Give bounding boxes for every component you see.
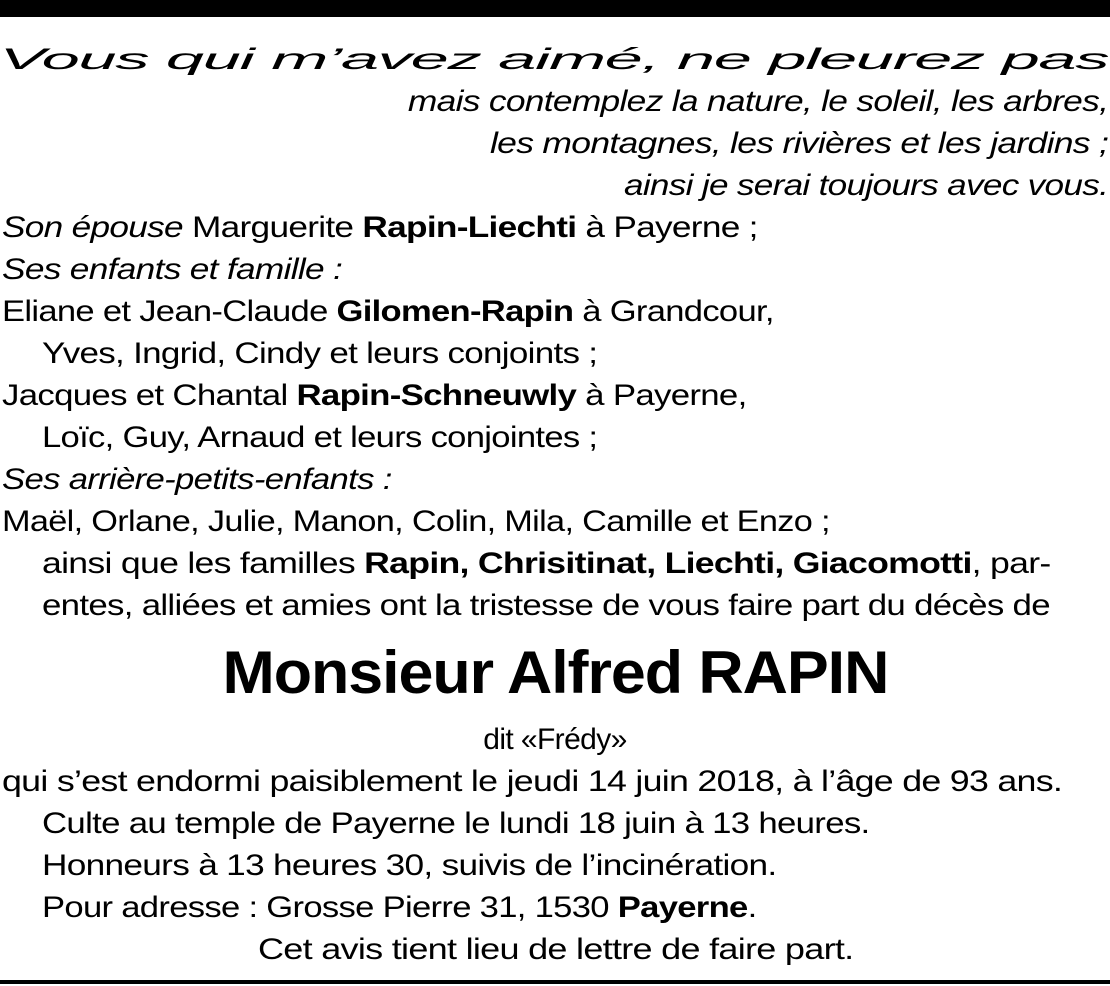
families-line-2: entes, alliées et amies ont la tristesse de vous faire part du décès de [42,589,1050,622]
address-suffix: . [747,891,757,924]
great-grandchildren-heading: Ses arrière-petits-enfants : [2,463,392,496]
family1-line [2,294,774,330]
poem-line-2: mais contemplez la nature, le soleil, les arbres, [407,85,1109,118]
family2-place: à Payerne, [576,379,747,412]
address-prefix: Pour adresse : Grosse Pierre 31, 1530 [42,891,618,924]
top-border-rule [0,0,1110,17]
spouse-label: Son épouse [2,211,183,244]
notice-note: Cet avis tient lieu de lettre de faire part. [258,933,854,966]
poem-line-1: Vous qui m’avez aimé, ne pleurez pas [0,43,1109,76]
deceased-nickname: dit «Frédy» [483,723,627,756]
families-prefix: ainsi que les familles [42,547,365,580]
ceremony-info: Culte au temple de Payerne le lundi 18 juin à 13 heures. [42,807,870,840]
great-grandchildren-list: Maël, Orlane, Julie, Manon, Colin, Mila, Camille et Enzo ; [2,505,830,538]
family1-place: à Grandcour, [573,295,774,328]
families-names: Rapin, Chrisitinat, Liechti, Giacomotti [364,547,972,580]
family2-surname: Rapin-Schneuwly [296,379,577,412]
spouse-first-name: Marguerite [182,211,363,244]
bottom-border-rule [0,980,1110,984]
spouse-surname: Rapin-Liechti [362,211,577,244]
death-notice: qui s’est endormi paisiblement le jeudi 14 juin 2018, à l’âge de 93 ans. [2,765,1063,798]
deceased-name: Monsieur Alfred RAPIN [222,639,888,706]
children-heading: Ses enfants et famille : [2,253,343,286]
family1-surname: Gilomen-Rapin [336,295,574,328]
families-line-1 [42,546,1051,582]
address-line [42,890,757,926]
address-city: Payerne [617,891,748,924]
poem-line-4: ainsi je serai toujours avec vous. [623,169,1109,202]
poem-line-3: les montagnes, les rivières et les jardins ; [489,127,1109,160]
family2-children: Loïc, Guy, Arnaud et leurs conjointes ; [42,421,598,454]
families-suffix: , par- [971,547,1051,580]
family1-names: Eliane et Jean-Claude [2,295,337,328]
family2-line [2,378,747,414]
honours-info: Honneurs à 13 heures 30, suivis de l’incinération. [42,849,777,882]
family2-names: Jacques et Chantal [2,379,297,412]
spouse-place: à Payerne ; [576,211,758,244]
spouse-line [2,210,758,246]
family1-children: Yves, Ingrid, Cindy et leurs conjoints ; [42,337,598,370]
